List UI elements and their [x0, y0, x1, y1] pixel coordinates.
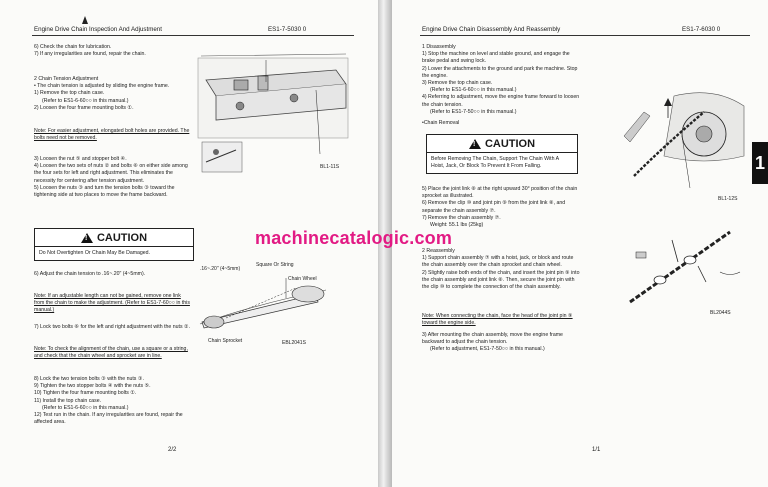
- square-string-label: Square Or String: [256, 262, 294, 268]
- step-item: 5) Loosen the nuts ③ and turn the tension bolts ③ toward the tightening side at two places to move the frame backward.: [34, 184, 175, 199]
- caution-heading: [35, 229, 193, 247]
- caution-text: Do Not Overtighten Or Chain May Be Damaged.: [39, 250, 151, 256]
- step-ref: (Refer to ES1-7-50○○ in this manual.): [430, 108, 517, 115]
- step-ref: (Refer to ES1-6-60○○ in this manual.): [430, 87, 517, 94]
- right-header-title: Engine Drive Chain Disassembly And Reassembly: [422, 26, 561, 33]
- step-ref: (Refer to adjustment, ES1-7-50○○ in this manual.): [430, 346, 545, 353]
- step-item: 2) Loosen the four frame mounting bolts ①.: [34, 104, 134, 111]
- step-item: 6) Check the chain for lubrication.: [34, 44, 112, 50]
- step-lock-bolts: 7) Lock two bolts ⑥ for the left and right adjustment with the nuts ②.: [34, 324, 191, 330]
- caution-text: Before Removing The Chain, Support The Chain With A Hoist, Jack, Or Block To Prevent It From Falling.: [431, 156, 559, 169]
- step-item: 1) Stop the machine on level and stable ground, and engage the brake pedal and swing lock.: [422, 51, 570, 65]
- caution-box: [34, 228, 194, 261]
- left-mid-steps: [34, 156, 194, 199]
- chain-wheel-label: Chain Wheel: [288, 276, 317, 282]
- left-top-steps: [34, 44, 194, 58]
- right-header-rule: [420, 35, 750, 36]
- chain-removal-heading: •Chain Removal: [422, 120, 460, 126]
- step-item: 8) Lock the two tension bolts ③ with the nuts ③.: [34, 376, 144, 382]
- right-section1: [422, 44, 582, 116]
- step-item: 7) Remove the chain assembly ⑦.: [422, 214, 501, 221]
- left-header-rule: [32, 35, 354, 36]
- step-item: 2) Slightly raise both ends of the chain, and insert the joint pin ⑨ into the chain assembly and joint link ⑧. Then, secure the joint pin with the clip ⑩ to complete the connection of the chain assembly.: [422, 269, 580, 291]
- left-header-code: ES1-7-5030 0: [268, 26, 307, 33]
- step-item: 11) Install the top chain case.: [34, 397, 102, 404]
- note-elongated-holes: Note: For easier adjustment, elongated bolt holes are provided. The bolts need not be removed.: [34, 128, 190, 142]
- right-page-number: 1/1: [592, 447, 601, 453]
- step-item: 10) Tighten the four frame mounting bolts ①.: [34, 390, 137, 397]
- note-joint-pin: Note: When connecting the chain, face the head of the joint pin ⑨ toward the engine side.: [422, 313, 573, 327]
- removal-steps: [422, 186, 582, 229]
- left-header-title: Engine Drive Chain Inspection And Adjustment: [34, 26, 162, 33]
- caution-title: CAUTION: [96, 232, 148, 244]
- step-item: 4) Referring to adjustment, move the engine frame forward to loosen the chain tension.: [422, 94, 580, 108]
- step-item: 7) If any irregularities are found, repair the chain.: [34, 51, 146, 58]
- step-item: 3) Remove the top chain case.: [422, 80, 493, 87]
- step-item: 12) Test run in the chain. If any irregularities are found, repair the affected area.: [34, 412, 183, 426]
- step-item: 5) Place the joint link ⑧ at the right upward 30° position of the chain sprocket as illustrated.: [422, 186, 578, 200]
- section-title: 1 Disassembly: [422, 44, 456, 50]
- note-check-alignment: Note: To check the alignment of the chain, use a square or a string, and check that the chain wheel and sprocket are in line.: [34, 346, 188, 360]
- step-item: 1) Remove the top chain case.: [34, 90, 105, 97]
- chain-sprocket-illustration: [604, 76, 750, 196]
- reassembly-section: [422, 248, 582, 291]
- step-item: 2) Lower the attachments to the ground and park the machine. Stop the engine.: [422, 65, 578, 79]
- joint-link-illustration: [620, 222, 750, 314]
- step-adjust-tension: 6) Adjust the chain tension to .16~.20" (4~5mm).: [34, 271, 146, 277]
- step-ref: (Refer to ES1-6-60○○ in this manual.): [42, 404, 129, 411]
- step-item: 6) Remove the clip ⑩ and joint pin ⑨ from the joint link ⑧, and separate the chain assembly ⑦.: [422, 200, 566, 214]
- warning-triangle-icon: !: [81, 233, 93, 243]
- step-item: 1) Support chain assembly ⑦ with a hoist, jack, or block and route the chain assembly over the chain sprocket and chain wheel.: [422, 255, 574, 269]
- figure-code-label: BL1-12S: [718, 196, 738, 202]
- warning-triangle-icon: !: [469, 139, 481, 149]
- watermark: machinecatalogic.com: [255, 228, 453, 248]
- engine-frame-illustration: [196, 50, 356, 178]
- step-item: 3) Loosen the nut ⑤ and stopper bolt ④.: [34, 156, 127, 162]
- slack-measure-label: .16~.20" (4~5mm): [200, 266, 241, 272]
- section-intro: • The chain tension is adjusted by sliding the engine frame.: [34, 83, 170, 90]
- weight-value: Weight: 55.1 lbs (25kg): [430, 222, 484, 229]
- figure-code-label: BL2044S: [710, 310, 731, 316]
- right-step3: [422, 332, 582, 354]
- section-title: 2 Reassembly: [422, 248, 455, 254]
- step-ref: (Refer to ES1-6-60○○ in this manual.): [42, 97, 129, 104]
- note-remove-link: Note: If an adjustable length can not be gained, remove one link from the chain to make the adjustment. (Refer to ES1-7-60○○ in this manual.): [34, 293, 190, 314]
- caution-heading: [427, 135, 577, 153]
- caution-title: CAUTION: [484, 138, 536, 150]
- mouse-cursor-icon: [82, 16, 88, 24]
- chapter-tab: 1: [752, 142, 768, 184]
- chain-alignment-illustration: [196, 264, 356, 334]
- step-item: 9) Tighten the two stopper bolts ④ with the nuts ⑤.: [34, 383, 151, 390]
- step-item: 4) Loosen the two sets of nuts ② and bolts ⑥ on either side among the four sets for left and right adjustment. This eliminates the necessity for centering after tension adjustment.: [34, 163, 188, 184]
- left-section2: [34, 76, 194, 112]
- step-item: 3) After mounting the chain assembly, move the engine frame backward to adjust the chain tension.: [422, 332, 563, 346]
- left-end-steps: [34, 376, 192, 426]
- section-title: 2 Chain Tension Adjustment: [34, 76, 99, 82]
- chain-sprocket-label: Chain Sprocket: [208, 338, 243, 344]
- right-header-code: ES1-7-6030 0: [682, 26, 721, 33]
- figure-code-label: EBL2041S: [282, 340, 306, 346]
- figure-code-label: BL1-11S: [320, 164, 340, 170]
- caution-box: [426, 134, 578, 174]
- left-page-number: 2/2: [168, 447, 177, 453]
